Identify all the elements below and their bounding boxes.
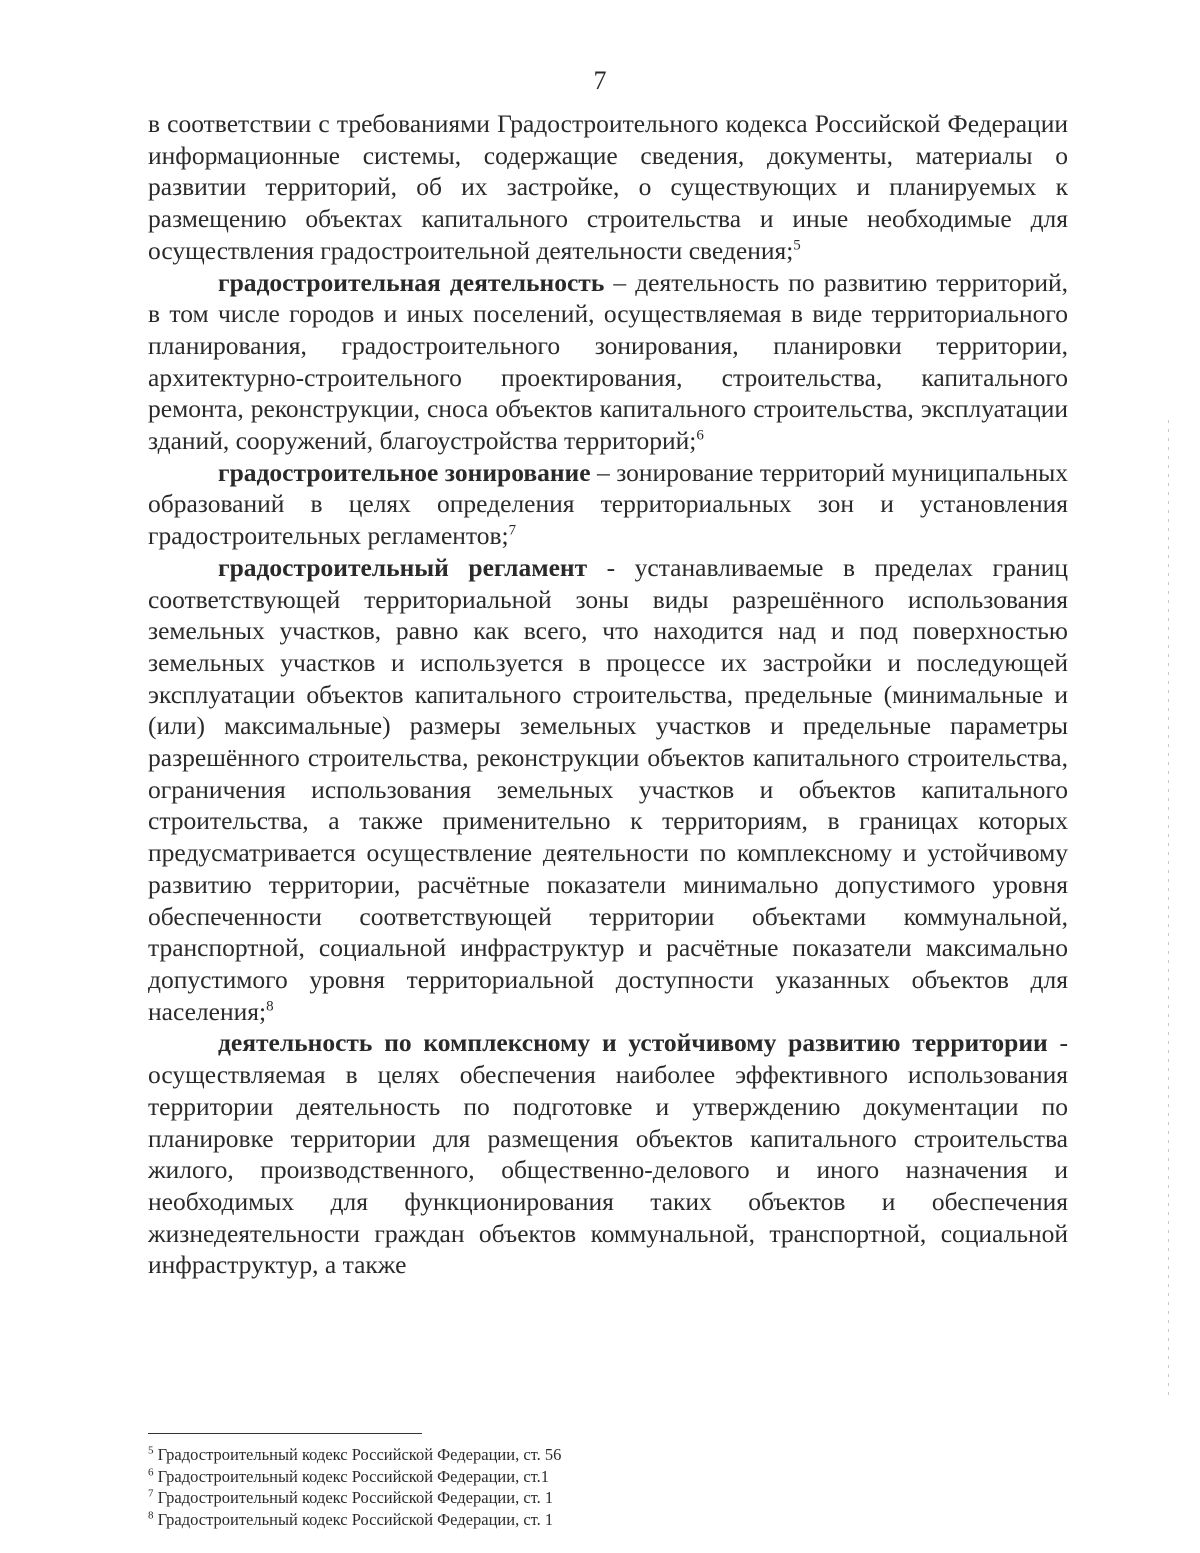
scan-edge-artifact	[1168, 420, 1169, 1400]
page-number: 7	[593, 66, 607, 95]
footnote-ref: 8	[266, 998, 274, 1015]
definition-term: градостроительная деятельность	[218, 267, 605, 297]
footnote-number: 5	[148, 1444, 154, 1457]
definition-text: – деятельность по развитию территорий, в том числе городов и иных поселений, осуществляемая в виде территориального планирования, градостроительного зонирования, планировки территории, архитектурно-строительного проектирования, строительства, капитального ремонта, реконструкции, сноса объектов капитального строительства, эксплуатации зданий, сооружений, благоустройства территорий;	[148, 267, 1069, 456]
footnote-number: 6	[148, 1466, 154, 1479]
definition-paragraph	[148, 552, 1068, 1028]
footnote-number: 8	[148, 1509, 154, 1522]
footnote-ref: 6	[696, 427, 704, 444]
definition-text: - осуществляемая в целях обеспечения наиболее эффективного использования территории деятельность по подготовке и утверждению документации по планировке территории для размещения объектов капитального строительства жилого, производственного, общественно-делового и иного назначения и необходимых для функционирования таких объектов и обеспечения жизнедеятельности граждан объектов коммунальной, транспортной, социальной инфраструктур, а также	[148, 1028, 1068, 1280]
footnote-number: 7	[148, 1487, 154, 1500]
definition-term: градостроительное зонирование	[218, 457, 591, 487]
footnote-ref: 7	[508, 522, 517, 539]
footnote	[148, 1487, 848, 1509]
definition-term: деятельность по комплексному и устойчивому развитию территории	[218, 1028, 1048, 1058]
definition-paragraph	[148, 457, 1068, 552]
footnote-divider	[148, 1433, 422, 1434]
paragraph-text: в соответствии с требованиями Градостроительного кодекса Российской Федерации информационные системы, содержащие сведения, документы, материалы о развитии территорий, об их застройке, о существующих и планируемых к размещению объектах капитального строительства и иные необходимые для осуществления градостроительной деятельности сведения;	[148, 109, 1068, 265]
document-body	[148, 108, 1068, 1281]
footnote-text: Градостроительный кодекс Российской Федерации, ст.1	[157, 1466, 549, 1486]
paragraph-continuation	[148, 108, 1068, 267]
definition-text: – зонирование территорий муниципальных образований в целях определения территориальных зон и установления градостроительных регламентов;	[148, 457, 1069, 551]
definition-text: - устанавливаемые в пределах границ соответствующей территориальной зоны виды разрешённого использования земельных участков, равно как всего, что находится над и под поверхностью земельных участков и используется в процессе их застройки и последующей эксплуатации объектов капитального строительства, предельные (минимальные и (или) максимальные) размеры земельных участков и предельные параметры разрешённого строительства, реконструкции объектов капитального строительства, ограничения использования земельных участков и объектов капитального строительства, а также применительно к территориям, в границах которых предусматривается осуществление деятельности по комплексному и устойчивому развитию территории, расчётные показатели минимально допустимого уровня обеспеченности соответствующей территории объектами коммунальной, транспортной, социальной инфраструктур и расчётные показатели максимально допустимого уровня территориальной доступности указанных объектов для населения;	[148, 552, 1068, 1026]
footnote-ref: 5	[793, 237, 801, 254]
footnote-text: Градостроительный кодекс Российской Федерации, ст. 1	[157, 1488, 554, 1508]
definition-paragraph	[148, 1027, 1068, 1281]
footnote	[148, 1444, 848, 1466]
footnote-text: Градостроительный кодекс Российской Федерации, ст. 1	[157, 1510, 554, 1530]
footnotes	[148, 1444, 848, 1531]
footnote	[148, 1466, 848, 1488]
definition-term: градостроительный регламент	[218, 552, 588, 582]
footnote-text: Градостроительный кодекс Российской Федерации, ст. 56	[157, 1445, 562, 1464]
definition-paragraph	[148, 267, 1068, 457]
footnote	[148, 1509, 848, 1531]
